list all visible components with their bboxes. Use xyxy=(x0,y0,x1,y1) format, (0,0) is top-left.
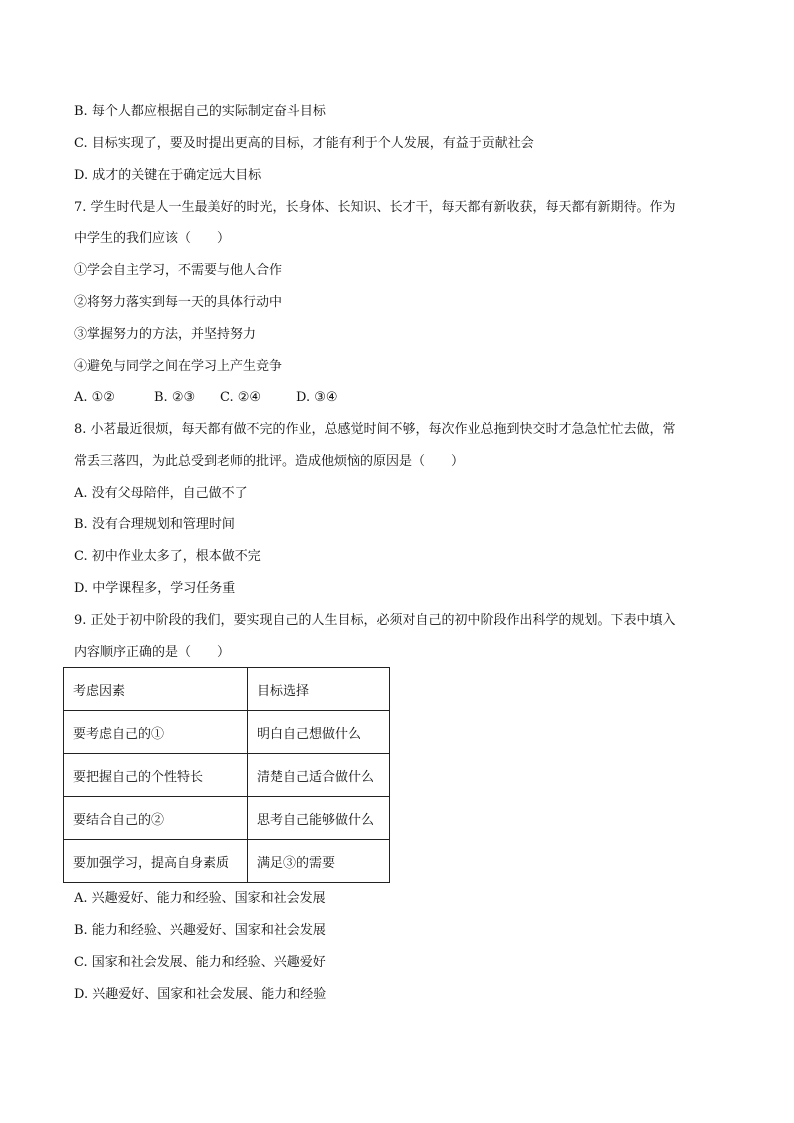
q7-statement-3: ③掌握努力的方法，并坚持努力 xyxy=(74,327,257,342)
table-header-goal: 目标选择 xyxy=(248,668,390,711)
table-cell-goal: 清楚自己适合做什么 xyxy=(248,754,390,797)
table-row xyxy=(64,711,390,754)
q8-stem-line2: 常丢三落四，为此总受到老师的批评。造成他烦恼的原因是（ ） xyxy=(74,454,465,469)
q7-choice-a: A. ①② xyxy=(74,390,115,405)
q7-statement-2: ②将努力落实到每一天的具体行动中 xyxy=(74,295,283,310)
table-row xyxy=(64,797,390,840)
q8-option-d: D. 中学课程多，学习任务重 xyxy=(74,581,236,596)
table-cell-goal: 思考自己能够做什么 xyxy=(248,797,390,840)
q9-option-a: A. 兴趣爱好、能力和经验、国家和社会发展 xyxy=(74,891,326,906)
q7-choice-d: D. ③④ xyxy=(296,390,338,405)
q6-option-c: C. 目标实现了，要及时提出更高的目标，才能有利于个人发展，有益于贡献社会 xyxy=(74,136,534,151)
table-cell-factor: 要结合自己的② xyxy=(64,797,248,840)
q9-stem-line2: 内容顺序正确的是（ ） xyxy=(74,645,231,660)
table-cell-factor: 要把握自己的个性特长 xyxy=(64,754,248,797)
table-header-row xyxy=(64,668,390,711)
q8-option-a: A. 没有父母陪伴，自己做不了 xyxy=(74,486,248,501)
table-cell-goal: 明白自己想做什么 xyxy=(248,711,390,754)
q7-statement-1: ①学会自主学习，不需要与他人合作 xyxy=(74,263,283,278)
q9-option-d: D. 兴趣爱好、国家和社会发展、能力和经验 xyxy=(74,987,327,1002)
table-cell-factor: 要考虑自己的① xyxy=(64,711,248,754)
q9-option-c: C. 国家和社会发展、能力和经验、兴趣爱好 xyxy=(74,955,326,970)
q9-stem-line1: 9. 正处于初中阶段的我们，要实现自己的人生目标，必须对自己的初中阶段作出科学的规划。下表中填入 xyxy=(74,613,676,628)
q7-stem-line1: 7. 学生时代是人一生最美好的时光，长身体、长知识、长才干，每天都有新收获，每天都有新期待。作为 xyxy=(74,200,676,215)
q7-choices xyxy=(74,390,338,406)
table-row xyxy=(64,840,390,883)
q6-option-b: B. 每个人都应根据自己的实际制定奋斗目标 xyxy=(74,104,326,119)
table-cell-factor: 要加强学习，提高自身素质 xyxy=(64,840,248,883)
q7-choice-c: C. ②④ xyxy=(220,390,262,405)
q9-planning-table xyxy=(63,667,390,883)
q8-option-c: C. 初中作业太多了，根本做不完 xyxy=(74,549,261,564)
q7-stem-line2: 中学生的我们应该（ ） xyxy=(74,231,231,246)
table-cell-goal: 满足③的需要 xyxy=(248,840,390,883)
q9-option-b: B. 能力和经验、兴趣爱好、国家和社会发展 xyxy=(74,923,326,938)
table-row xyxy=(64,754,390,797)
q6-option-d: D. 成才的关键在于确定远大目标 xyxy=(74,168,262,183)
q7-statement-4: ④避免与同学之间在学习上产生竞争 xyxy=(74,359,283,374)
q7-choice-b: B. ②③ xyxy=(154,390,196,405)
table-header-factor: 考虑因素 xyxy=(64,668,248,711)
q8-stem-line1: 8. 小茗最近很烦，每天都有做不完的作业，总感觉时间不够，每次作业总拖到快交时才急急忙忙去做，常 xyxy=(74,422,676,437)
q8-option-b: B. 没有合理规划和管理时间 xyxy=(74,517,235,532)
